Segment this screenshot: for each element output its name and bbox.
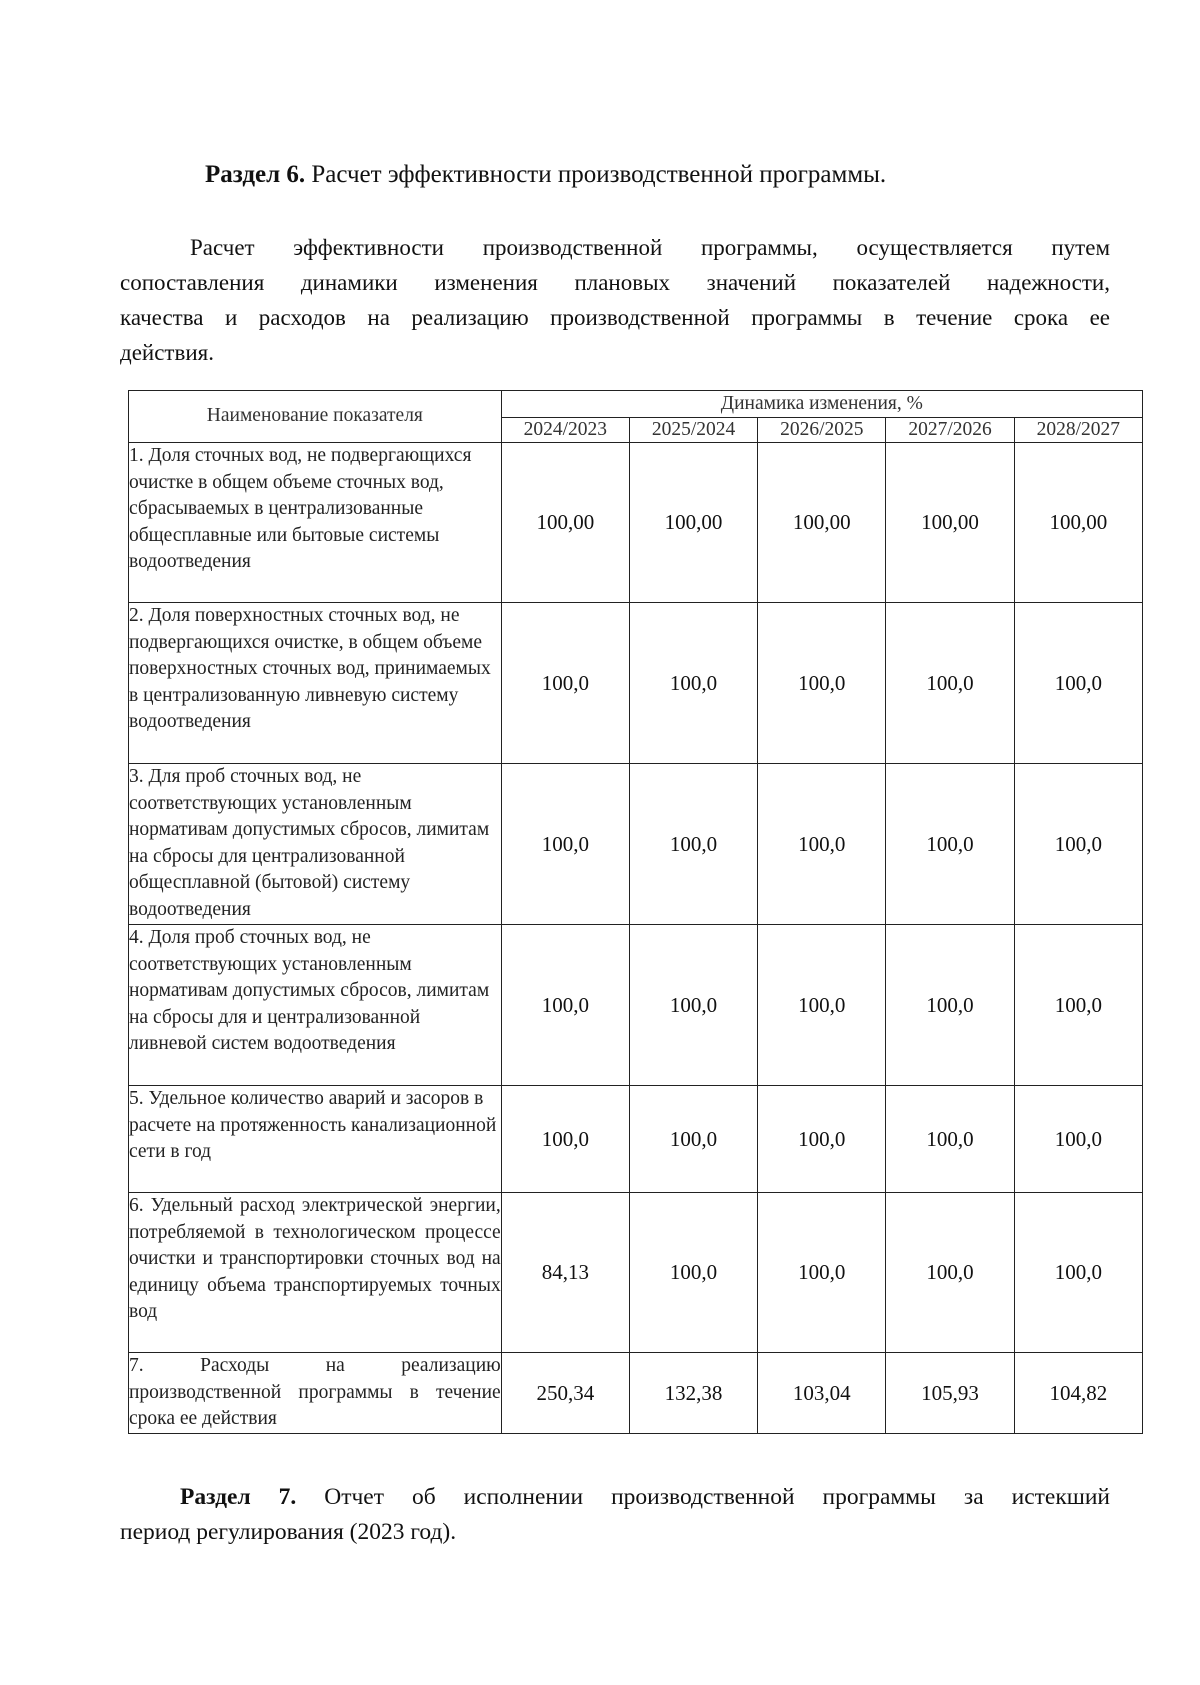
indicator-name: 6. Удельный расход электрической энергии, потребляемой в технологическом процессе очистки и транспортировки сточных вод на единицу объема транспортируемых точных вод bbox=[129, 1193, 502, 1353]
indicator-value: 100,0 bbox=[501, 603, 629, 764]
section-7-title: Отчет об исполнении производственной программы за истекший bbox=[324, 1484, 1110, 1510]
section-6-label: Раздел 6. bbox=[205, 161, 306, 188]
section-7-line-2: период регулирования (2023 год). bbox=[120, 1519, 457, 1545]
section-6-heading bbox=[205, 160, 886, 190]
indicator-value: 100,0 bbox=[758, 1086, 886, 1193]
indicator-value: 100,0 bbox=[629, 925, 757, 1086]
indicator-value: 100,0 bbox=[629, 1086, 757, 1193]
indicator-name: 4. Доля проб сточных вод, не соответствующих установленным нормативам допустимых сбросов, лимитам на сбросы для и централизованной ливневой систем водоотведения bbox=[129, 925, 502, 1086]
indicator-value: 100,00 bbox=[886, 443, 1014, 603]
indicator-value: 100,00 bbox=[758, 443, 886, 603]
indicator-value: 100,0 bbox=[501, 925, 629, 1086]
section-7-line-1 bbox=[120, 1480, 1110, 1515]
intro-line-4: действия. bbox=[120, 340, 214, 365]
indicator-name: 3. Для проб сточных вод, не соответствующих установленным нормативам допустимых сбросов, лимитам на сбросы для централизованной общесплавной (бытовой) систему водоотведения bbox=[129, 764, 502, 925]
year-header: 2024/2023 bbox=[501, 418, 629, 443]
indicator-value: 100,0 bbox=[1014, 1193, 1142, 1353]
indicator-value: 100,00 bbox=[1014, 443, 1142, 603]
indicator-name: 5. Удельное количество аварий и засоров в расчете на протяженность канализационной сети в год bbox=[129, 1086, 502, 1193]
intro-line-1: Расчет эффективности производственной программы, осуществляется путем bbox=[190, 235, 1110, 260]
year-header: 2025/2024 bbox=[629, 418, 757, 443]
intro-line-2: сопоставления динамики изменения плановых значений показателей надежности, bbox=[120, 270, 1110, 295]
indicator-value: 100,00 bbox=[629, 443, 757, 603]
intro-paragraph bbox=[120, 230, 1110, 370]
indicator-name: 7. Расходы на реализацию производственной программы в течение срока ее действия bbox=[129, 1353, 502, 1434]
indicator-value: 103,04 bbox=[758, 1353, 886, 1434]
indicator-value: 100,0 bbox=[886, 925, 1014, 1086]
indicator-value: 105,93 bbox=[886, 1353, 1014, 1434]
indicator-value: 100,0 bbox=[1014, 764, 1142, 925]
indicator-value: 100,0 bbox=[629, 603, 757, 764]
section-7-heading bbox=[120, 1480, 1110, 1550]
indicator-value: 132,38 bbox=[629, 1353, 757, 1434]
indicator-value: 100,0 bbox=[1014, 1086, 1142, 1193]
indicator-name: 1. Доля сточных вод, не подвергающихся очистке в общем объеме сточных вод, сбрасываемых в централизованные общесплавные или бытовые системы водоотведения bbox=[129, 443, 502, 603]
indicator-value: 84,13 bbox=[501, 1193, 629, 1353]
indicator-value: 100,0 bbox=[629, 764, 757, 925]
indicator-value: 100,0 bbox=[886, 764, 1014, 925]
indicator-value: 100,0 bbox=[886, 603, 1014, 764]
table-row bbox=[129, 1193, 1143, 1353]
indicator-value: 100,00 bbox=[501, 443, 629, 603]
indicator-value: 100,0 bbox=[501, 764, 629, 925]
intro-line-3: качества и расходов на реализацию производственной программы в течение срока ее bbox=[120, 305, 1110, 330]
table-row bbox=[129, 764, 1143, 925]
section-6-title: Расчет эффективности производственной программы. bbox=[311, 161, 887, 188]
indicator-value: 104,82 bbox=[1014, 1353, 1142, 1434]
table-row bbox=[129, 443, 1143, 603]
indicator-value: 100,0 bbox=[629, 1193, 757, 1353]
year-header: 2027/2026 bbox=[886, 418, 1014, 443]
table-row bbox=[129, 603, 1143, 764]
indicator-value: 100,0 bbox=[886, 1193, 1014, 1353]
efficiency-table bbox=[128, 390, 1143, 1434]
indicator-value: 100,0 bbox=[758, 925, 886, 1086]
year-header: 2028/2027 bbox=[1014, 418, 1142, 443]
indicator-value: 100,0 bbox=[1014, 925, 1142, 1086]
section-7-label: Раздел 7. bbox=[180, 1484, 297, 1510]
table-row bbox=[129, 1353, 1143, 1434]
indicator-value: 100,0 bbox=[758, 764, 886, 925]
dynamics-header: Динамика изменения, % bbox=[501, 391, 1142, 418]
indicator-value: 100,0 bbox=[501, 1086, 629, 1193]
indicator-value: 100,0 bbox=[758, 603, 886, 764]
indicator-name-header: Наименование показателя bbox=[129, 391, 502, 443]
year-header: 2026/2025 bbox=[758, 418, 886, 443]
indicator-value: 100,0 bbox=[758, 1193, 886, 1353]
indicator-value: 100,0 bbox=[886, 1086, 1014, 1193]
indicator-value: 250,34 bbox=[501, 1353, 629, 1434]
indicator-name: 2. Доля поверхностных сточных вод, не подвергающихся очистке, в общем объеме поверхностных сточных вод, принимаемых в централизованную ливневую систему водоотведения bbox=[129, 603, 502, 764]
table-row bbox=[129, 1086, 1143, 1193]
table-row bbox=[129, 925, 1143, 1086]
indicator-value: 100,0 bbox=[1014, 603, 1142, 764]
